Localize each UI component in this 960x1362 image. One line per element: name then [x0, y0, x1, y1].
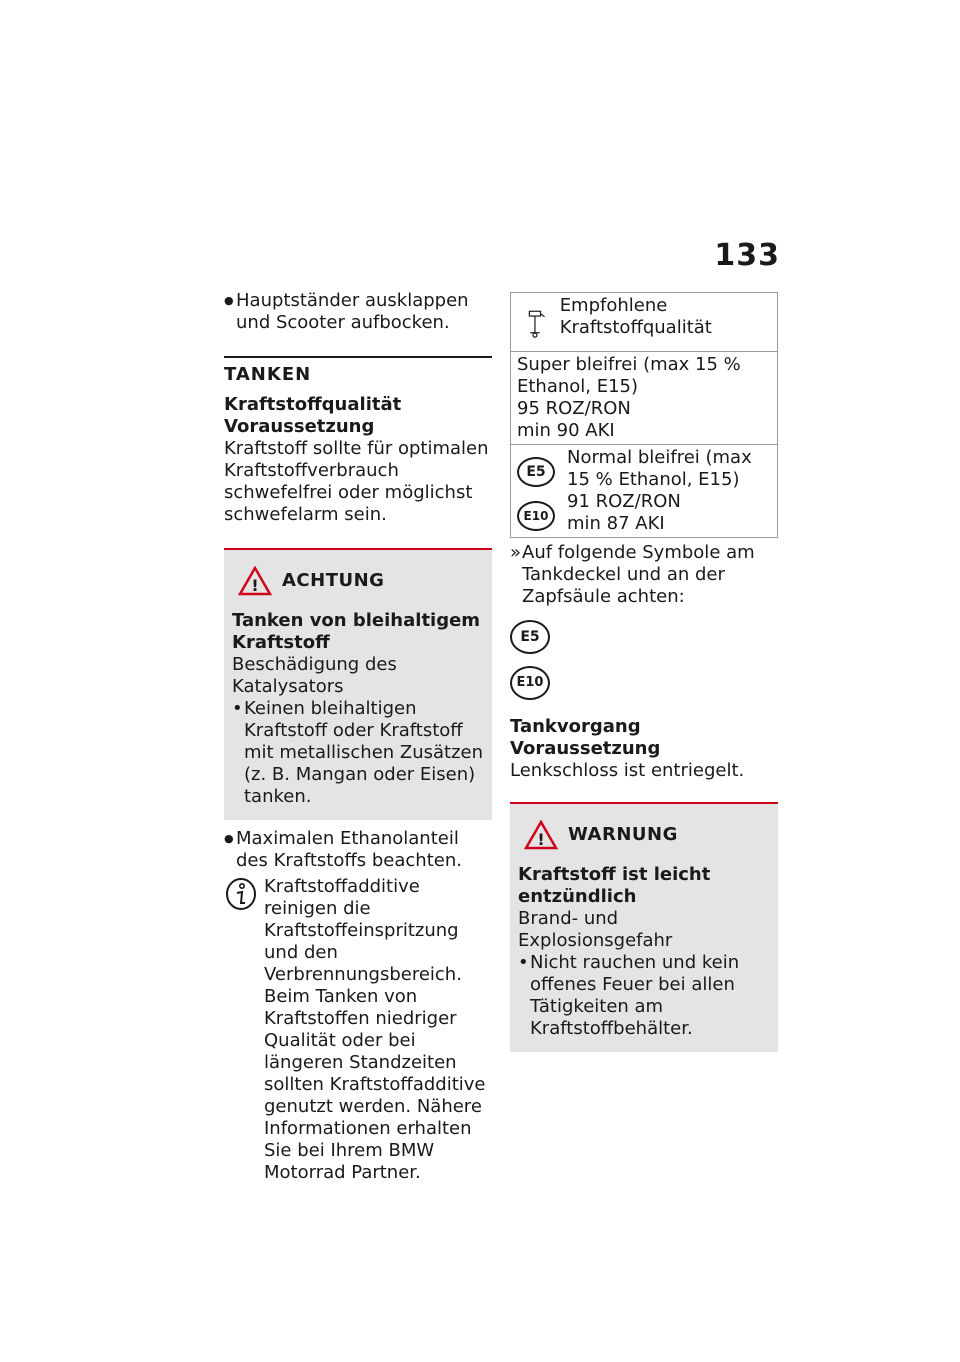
- warning-box: [510, 802, 778, 1052]
- caution-box: [224, 548, 492, 820]
- subheading: Voraussetzung: [510, 738, 661, 759]
- table-line: min 90 AKI: [517, 420, 615, 441]
- e5-badge: E5: [517, 457, 555, 487]
- table-line: min 87 AKI: [567, 513, 665, 534]
- table-line: Super bleifrei (max 15 %: [517, 354, 741, 375]
- table-line: 15 % Ethanol, E15): [567, 469, 740, 490]
- e5-symbol: E5: [510, 620, 550, 654]
- caution-header: [232, 566, 484, 596]
- warning-title: Kraftstoff ist leicht entzündlich: [518, 864, 711, 907]
- table-line: Ethanol, E15): [517, 376, 639, 397]
- section-title: TANKEN: [224, 356, 492, 386]
- right-column: [510, 292, 778, 1052]
- table-cell: [511, 352, 778, 445]
- table-row: [511, 352, 778, 445]
- table-row: [511, 445, 778, 538]
- subheading: Tankvorgang: [510, 716, 641, 737]
- table-line: 95 ROZ/RON: [517, 398, 631, 419]
- table-line: 91 ROZ/RON: [567, 491, 681, 512]
- svg-text:!: !: [251, 576, 259, 595]
- info-note: [224, 876, 492, 1184]
- warning-item: • Nicht rauchen und kein offenes Feuer bei allen Tätigkeiten am Kraftstoffbehälter.: [518, 952, 770, 1040]
- table-cell: [511, 445, 778, 538]
- instruction-step: » Auf folgende Symbole am Tankdeckel und an der Zapfsäule achten:: [510, 542, 778, 608]
- body-text: Kraftstoff sollte für optimalen Kraftstoffverbrauch schwefelfrei oder möglichst schwefelarm sein.: [224, 438, 489, 525]
- subheading: Voraussetzung: [224, 416, 375, 437]
- info-icon: [224, 876, 258, 912]
- caution-text: Beschädigung des Katalysators: [232, 654, 397, 697]
- caution-label: ACHTUNG: [282, 570, 385, 591]
- warning-text: Brand- und Explosionsgefahr: [518, 908, 673, 951]
- body-text: Lenkschloss ist entriegelt.: [510, 760, 745, 781]
- left-column: [224, 290, 492, 1184]
- table-header-label: Empfohlene Kraftstoffqualität: [559, 295, 712, 338]
- e10-symbol: E10: [510, 666, 550, 700]
- page-number: 133: [714, 238, 780, 273]
- warning-triangle-icon: [238, 566, 272, 596]
- subheading: Kraftstoffqualität: [224, 394, 402, 415]
- warning-header: [518, 820, 770, 850]
- list-item: ● Maximalen Ethanolanteil des Kraftstoffs beachten.: [224, 828, 492, 872]
- table-header-cell: [511, 293, 778, 352]
- svg-text:!: !: [537, 830, 545, 849]
- caution-title: Tanken von bleihaltigem Kraftstoff: [232, 610, 481, 653]
- list-item: ● Hauptständer ausklappen und Scooter aufbocken.: [224, 290, 492, 334]
- info-text: Kraftstoffadditive reinigen die Kraftstoffeinspritzung und den Verbrennungsbereich. Beim Tanken von Kraftstoffen niedriger Qualität oder bei längeren Standzeiten sollten Kraftstoffadditive genutzt werden. Nähere Informationen erhalten Sie bei Ihrem BMW Motorrad Partner.: [264, 876, 486, 1183]
- info-icon-wrap: [224, 876, 264, 1184]
- e10-badge: E10: [517, 501, 555, 531]
- table-row: [511, 293, 778, 352]
- fuel-quality-table: [510, 292, 778, 538]
- fuel-pump-icon: [527, 305, 548, 343]
- table-line: Normal bleifrei (max: [567, 447, 752, 468]
- warning-label: WARNUNG: [568, 824, 678, 845]
- warning-triangle-icon: [524, 820, 558, 850]
- caution-item: • Keinen bleihaltigen Kraftstoff oder Kraftstoff mit metallischen Zusätzen (z. B. Mangan oder Eisen) tanken.: [232, 698, 484, 808]
